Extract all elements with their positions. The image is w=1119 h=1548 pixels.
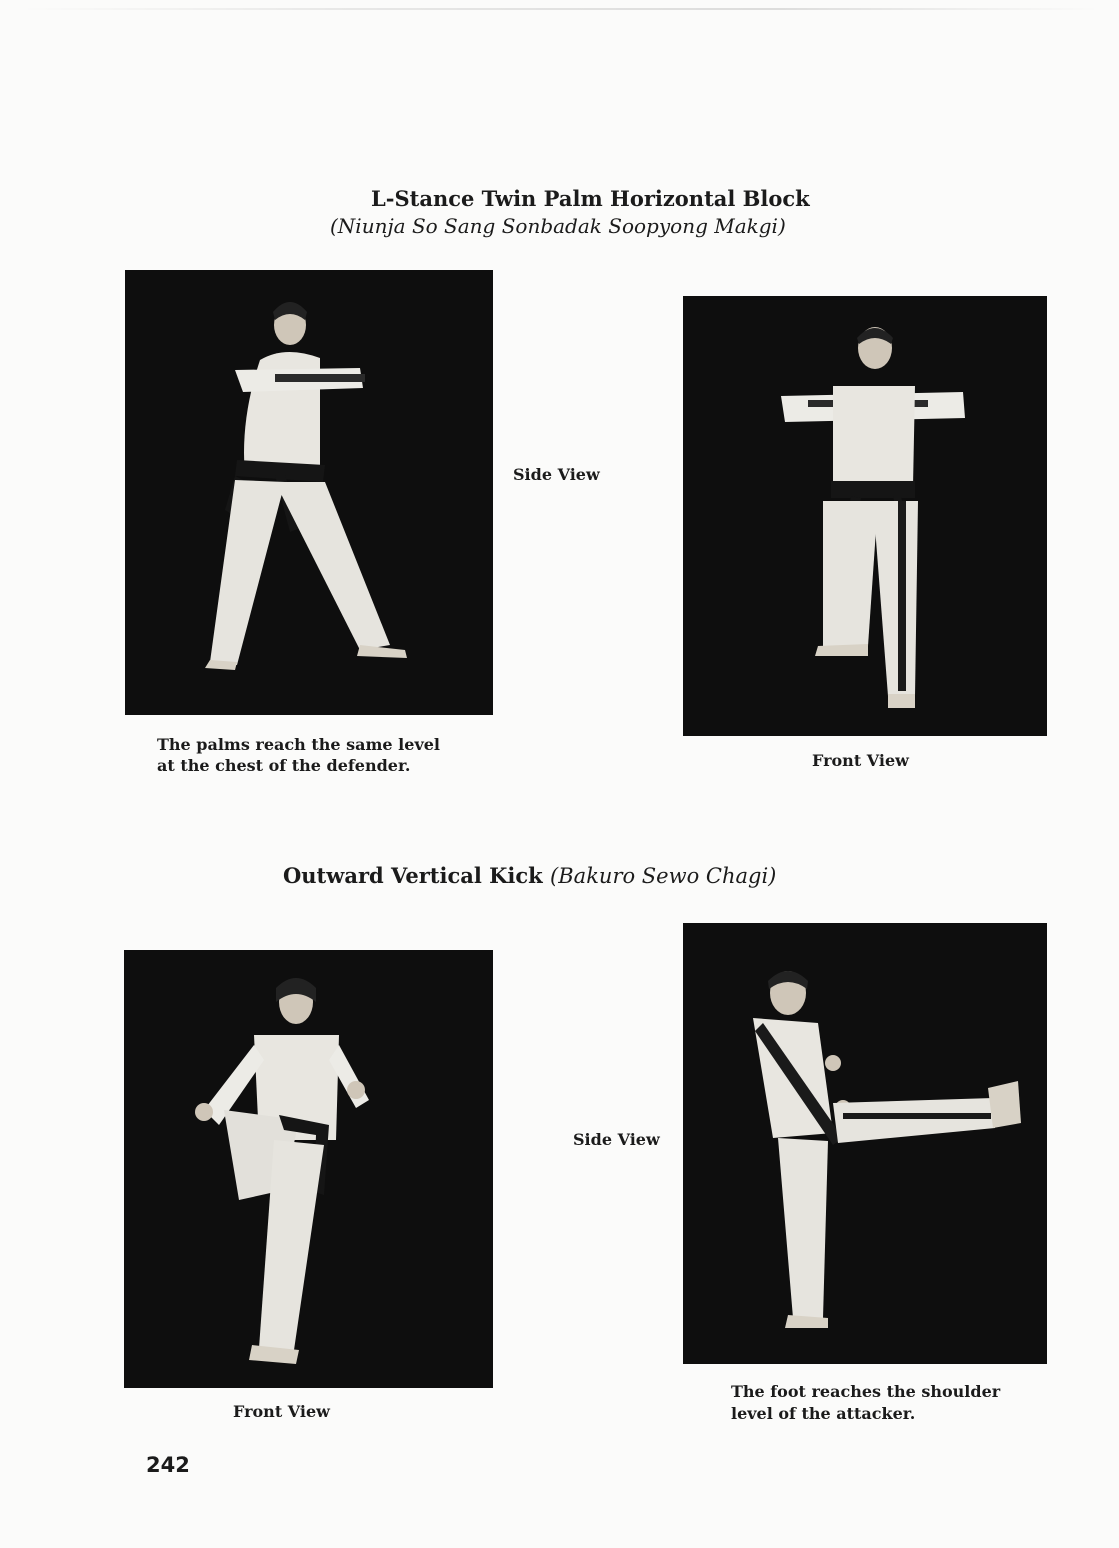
photo-lstance-front-view [683,296,1047,736]
section1-caption-line1: The palms reach the same level [157,735,440,754]
lstance-side-figure [125,270,493,715]
page-number: 242 [146,1453,190,1477]
section2-subtitle: (Bakuro Sewo Chagi) [550,864,777,888]
section2-caption-line1: The foot reaches the shoulder [731,1382,1001,1401]
section2-caption-line2: level of the attacker. [731,1404,916,1423]
photo-kick-front-view [124,950,493,1388]
section1-title: L-Stance Twin Palm Horizontal Block [371,186,810,211]
photo-lstance-side-view [125,270,493,715]
kick-front-figure [124,950,493,1388]
section2-title-line [283,863,776,888]
section1-subtitle: (Niunja So Sang Sonbadak Soopyong Makgi) [330,214,786,238]
section2-front-view-label: Front View [233,1402,330,1421]
section1-side-view-label: Side View [513,465,600,484]
section2-title: Outward Vertical Kick [283,863,543,888]
photo-kick-side-view [683,923,1047,1364]
kick-side-figure [683,923,1047,1364]
section1-front-view-label: Front View [812,751,909,770]
section1-caption-line2: at the chest of the defender. [157,756,411,775]
scan-edge-line [20,8,1100,10]
lstance-front-figure [683,296,1047,736]
section2-side-view-label: Side View [573,1130,660,1149]
